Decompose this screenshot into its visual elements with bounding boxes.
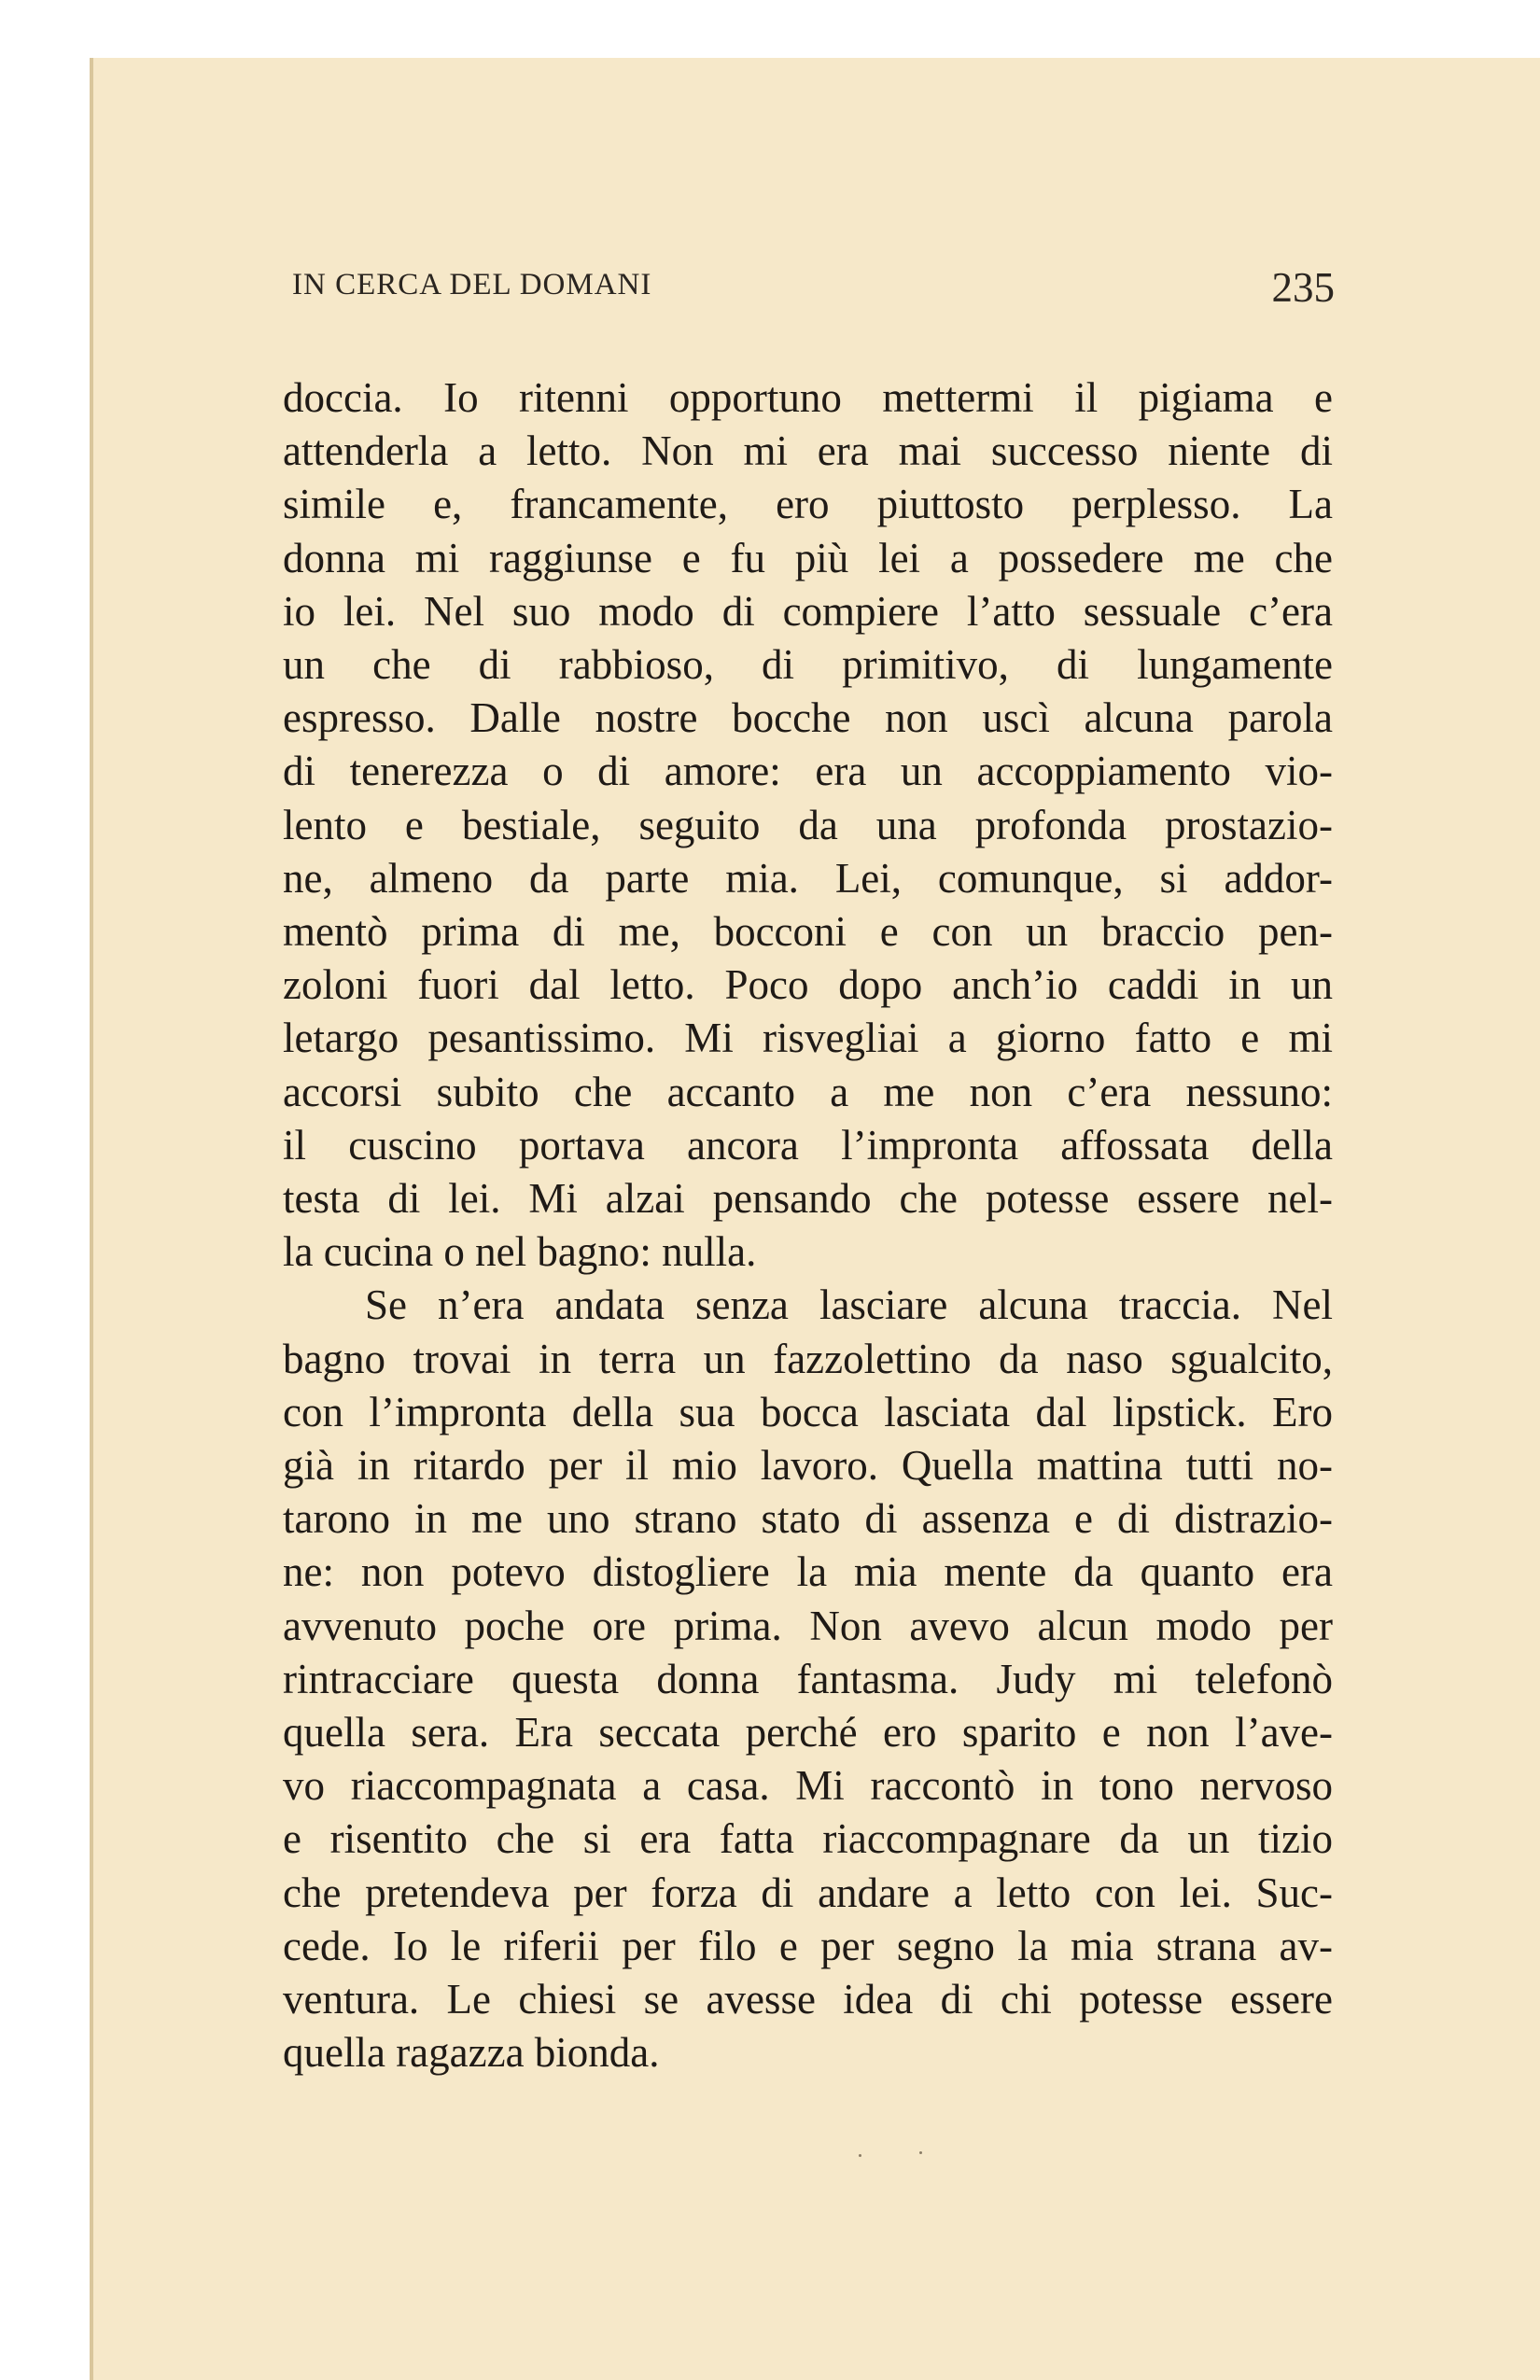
text-line: lento e bestiale, seguito da una profonda prostazio- — [283, 801, 1333, 848]
text-line: quella sera. Era seccata perché ero sparito e non l’ave- — [283, 1709, 1333, 1757]
text-line: quella ragazza bionda. — [283, 2029, 660, 2077]
text-line: già in ritardo per il mio lavoro. Quella mattina tutti no- — [283, 1442, 1333, 1490]
text-line: espresso. Dalle nostre bocche non uscì alcuna parola — [283, 694, 1333, 742]
text-line: attenderla a letto. Non mi era mai successo niente di — [283, 427, 1333, 475]
text-line: testa di lei. Mi alzai pensando che potesse essere nel- — [283, 1175, 1333, 1223]
text-line: il cuscino portava ancora l’impronta affossata della — [283, 1121, 1333, 1169]
text-line: Se n’era andata senza lasciare alcuna traccia. Nel — [365, 1281, 1333, 1329]
text-line: doccia. Io ritenni opportuno mettermi il pigiama e — [283, 374, 1333, 421]
text-line: io lei. Nel suo modo di compiere l’atto sessuale c’era — [283, 587, 1333, 635]
running-head: IN CERCA DEL DOMANI — [292, 268, 652, 301]
text-line: zoloni fuori dal letto. Poco dopo anch’io caddi in un — [283, 961, 1333, 1009]
text-line: un che di rabbioso, di primitivo, di lungamente — [283, 641, 1333, 689]
text-line: accorsi subito che accanto a me non c’era nessuno: — [283, 1068, 1333, 1115]
paper-speck — [859, 2154, 861, 2157]
page-edge — [90, 58, 93, 2380]
page-number: 235 — [1271, 264, 1335, 311]
text-line: la cucina o nel bagno: nulla. — [283, 1228, 757, 1276]
text-line: mentò prima di me, bocconi e con un braccio pen- — [283, 908, 1333, 956]
text-line: con l’impronta della sua bocca lasciata dal lipstick. Ero — [283, 1388, 1333, 1435]
text-line: ne, almeno da parte mia. Lei, comunque, si addor- — [283, 854, 1333, 902]
text-line: vo riaccompagnata a casa. Mi raccontò in tono nervoso — [283, 1762, 1333, 1810]
body-text — [283, 371, 1333, 2080]
paper-speck — [919, 2151, 922, 2154]
text-line: letargo pesantissimo. Mi risvegliai a giorno fatto e mi — [283, 1015, 1333, 1062]
text-line: rintracciare questa donna fantasma. Judy mi telefonò — [283, 1655, 1333, 1702]
text-line: bagno trovai in terra un fazzolettino da naso sgualcito, — [283, 1335, 1333, 1382]
text-line: e risentito che si era fatta riaccompagnare da un tizio — [283, 1815, 1333, 1863]
text-line: avvenuto poche ore prima. Non avevo alcun modo per — [283, 1602, 1333, 1649]
text-line: tarono in me uno strano stato di assenza e di distrazio- — [283, 1495, 1333, 1543]
text-line: di tenerezza o di amore: era un accoppiamento vio- — [283, 748, 1333, 795]
text-line: simile e, francamente, ero piuttosto perplesso. La — [283, 481, 1333, 528]
text-line: cede. Io le riferii per filo e per segno la mia strana av- — [283, 1922, 1333, 1969]
text-line: donna mi raggiunse e fu più lei a possedere me che — [283, 534, 1333, 581]
text-line: ventura. Le chiesi se avesse idea di chi potesse essere — [283, 1976, 1333, 2023]
text-line: che pretendeva per forza di andare a letto con lei. Suc- — [283, 1869, 1333, 1916]
text-line: ne: non potevo distogliere la mia mente da quanto era — [283, 1548, 1333, 1596]
